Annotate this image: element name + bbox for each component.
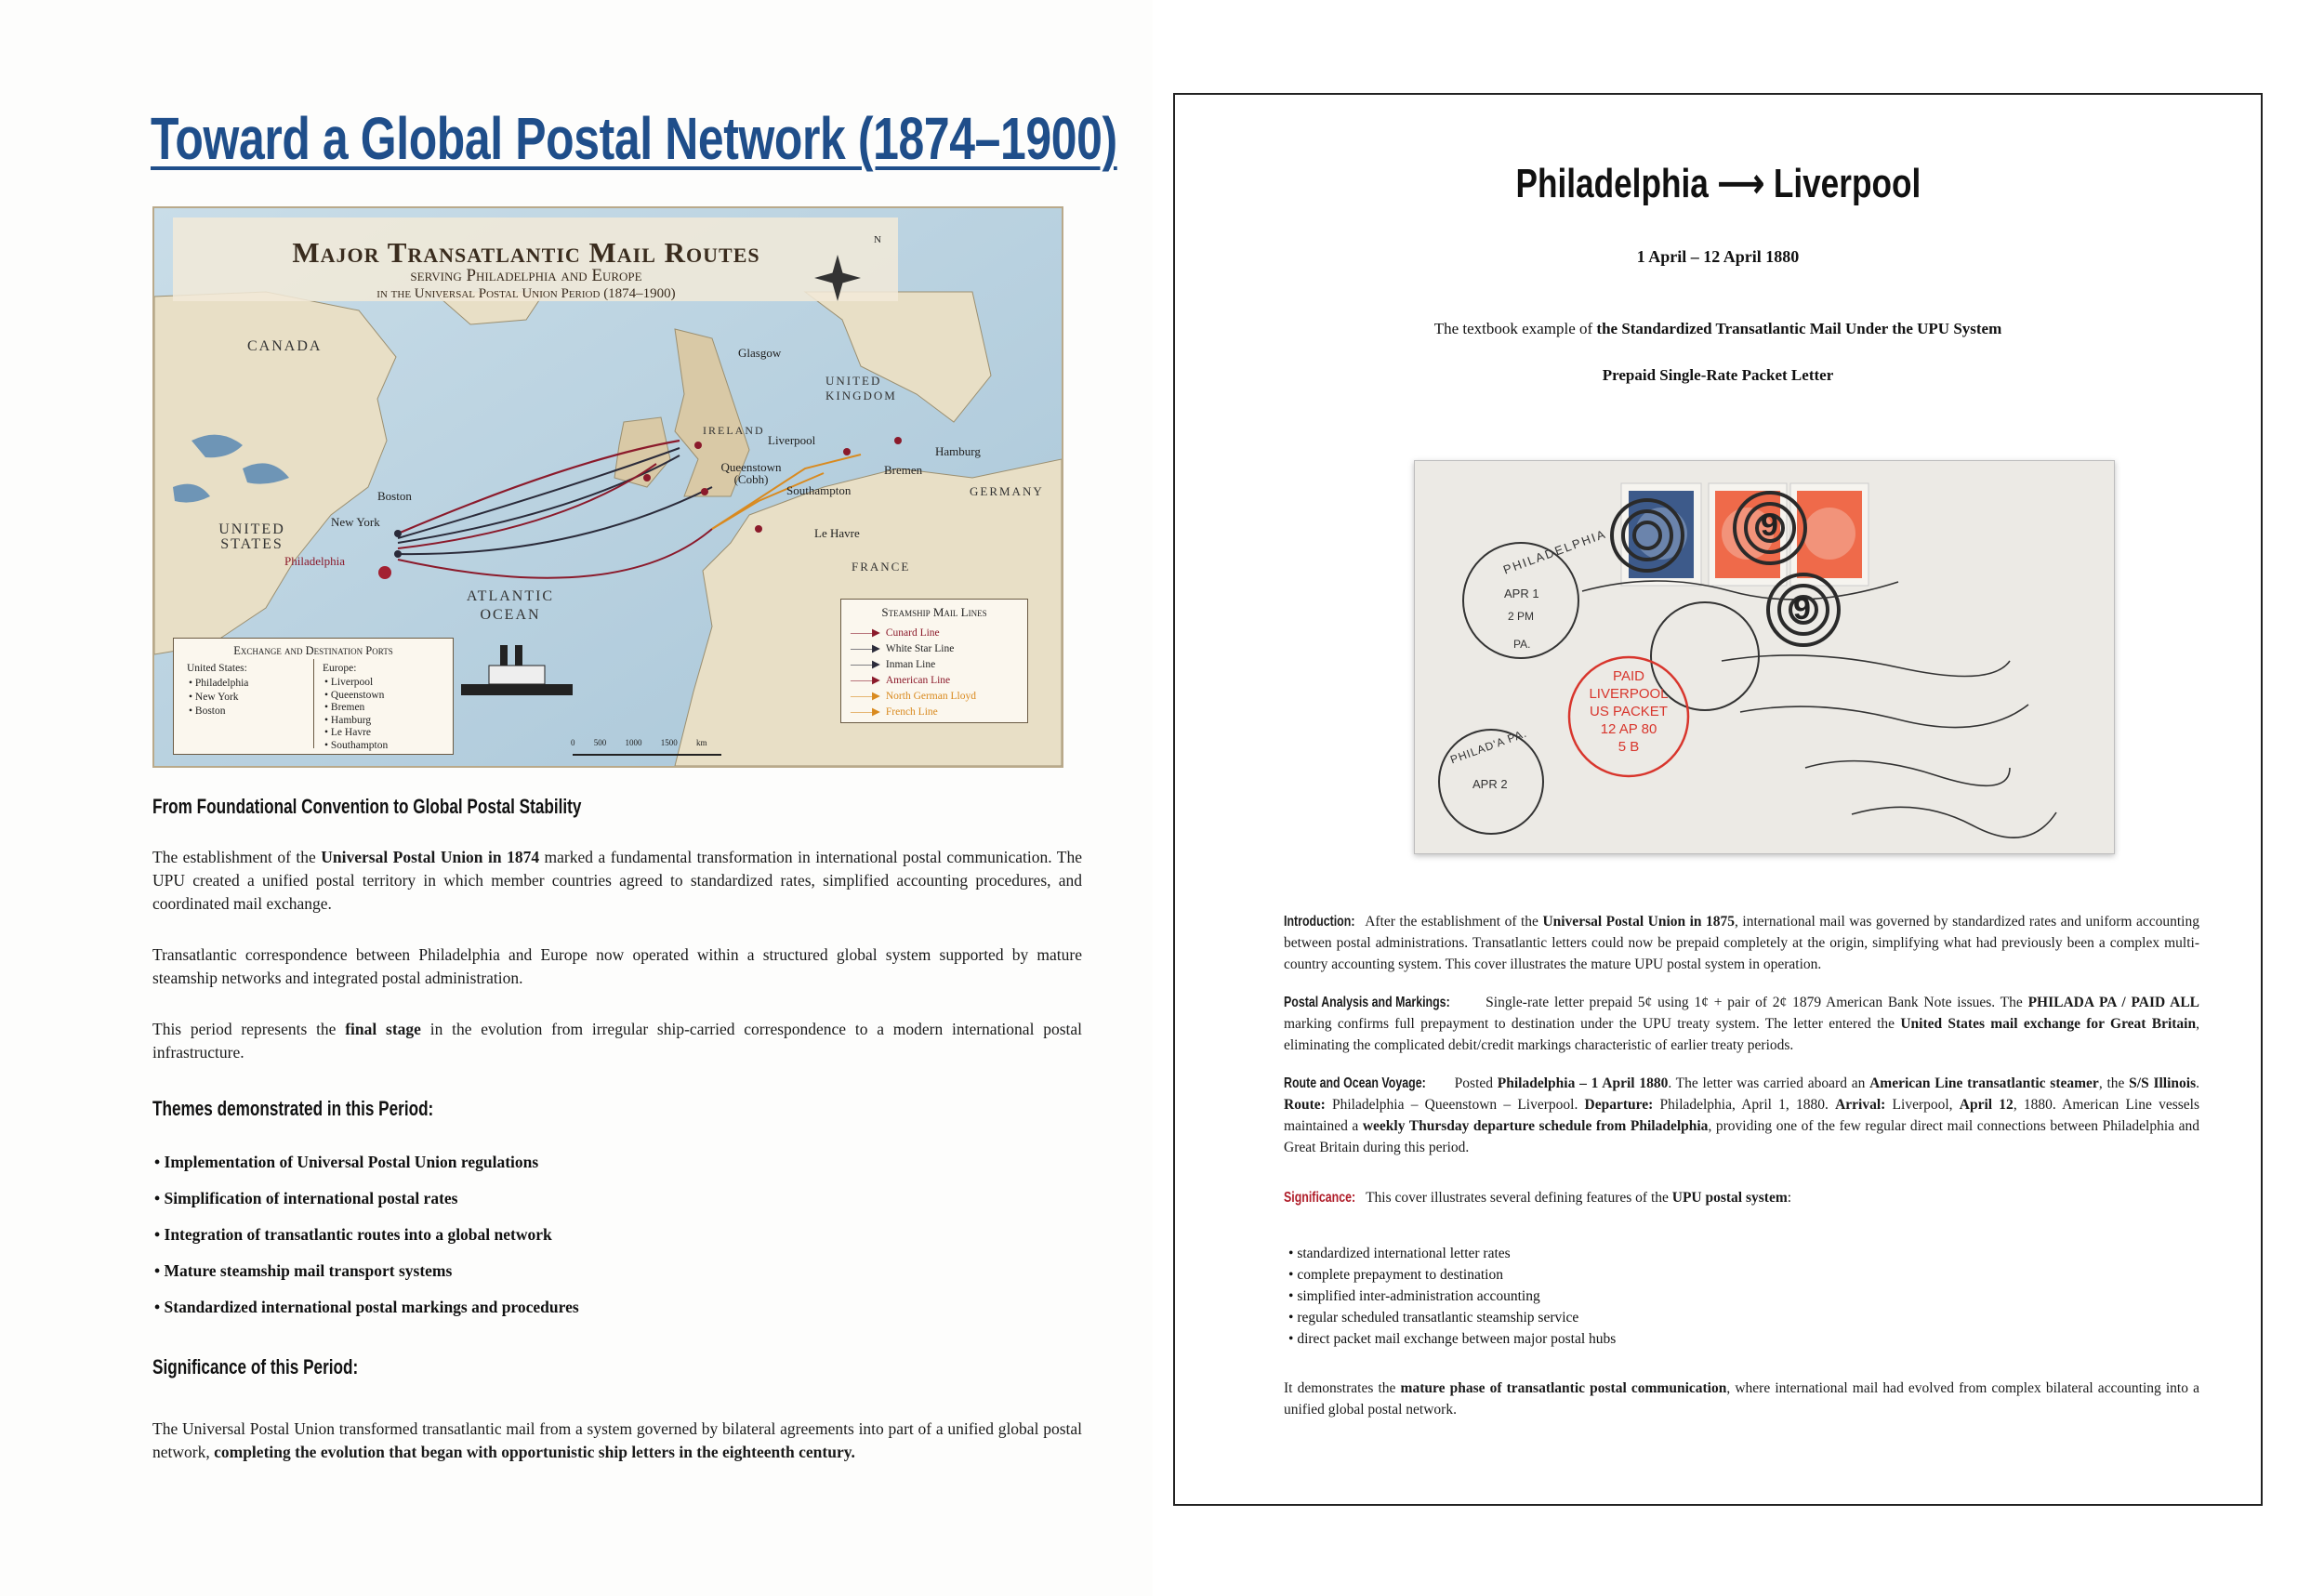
city-glasgow: Glasgow [738,346,782,360]
city-new-york: New York [331,515,380,529]
section-heading-themes: Themes demonstrated in this Period: [152,1097,434,1120]
left-page [0,0,1153,1596]
city-hamburg: Hamburg [935,444,981,458]
theme-item: • Implementation of Universal Postal Union regulations [154,1153,539,1171]
port-item: • Southampton [324,739,389,751]
line-name: Inman Line [885,659,936,670]
ports-eu-heading: Europe: [323,663,357,674]
steamship-line-item [851,673,976,689]
compass-north-label: N [874,234,881,245]
city-boston: Boston [377,489,412,503]
paragraph-transatlantic: Transatlantic correspondence between Philadelphia and Europe now operated within a structured global system supported by mature steamship networks and integrated postal administration. [152,945,1082,987]
city-southampton: Southampton [786,483,852,497]
port-item: • Le Havre [324,727,372,738]
line-name: Cunard Line [885,627,940,639]
cds-pa: PA. [1513,638,1531,651]
significance-item: • standardized international letter rates [1288,1246,1511,1261]
paragraph-postal-analysis: Postal Analysis and Markings: Single-rate letter prepaid 5¢ using 1¢ + pair of 2¢ 1879 American Bank Note issues. The PHILADA PA / PAID ALL marking confirms full prepayment to destination under the UPU treaty system. The letter entered the United States mail exchange for Great Britain, eliminating the complicated debit/credit markings characteristic of earlier treaty periods. [1284,995,2199,1053]
line-name: American Line [885,675,951,686]
theme-item: • Standardized international postal markings and procedures [154,1298,579,1316]
city-le-havre: Le Havre [814,526,860,540]
receiving-mark-date: APR 2 [1472,777,1508,791]
cover-image [1414,460,2115,854]
page-title: Toward a Global Postal Network (1874–1900) [151,105,1117,172]
cds-time: 2 PM [1508,610,1535,623]
city-queenstown: Queenstown (Cobh) [720,460,782,486]
city-bremen: Bremen [884,463,923,477]
killer-numeral: 9 [1793,591,1811,627]
paragraph-route: Route and Ocean Voyage: Posted Philadelphia – 1 April 1880. The letter was carried aboard an American Line transatlantic steamer, the S/S Illinois. Route: Philadelphia – Queenstown – Liverpool. Departure: Philadelphia, April 1, 1880. Arrival: Liverpool, April 12, 1880. American Line vessels maintained a weekly Thursday departure schedule from Philadelphia, providing one of the few regular direct mail connections between Philadelphia and Great Britain during this period. [1284,1075,2199,1155]
label-france: FRANCE [852,560,911,574]
cover-dates: 1 April – 12 April 1880 [1636,247,1800,266]
cds-date: APR 1 [1504,587,1539,600]
city-philadelphia: Philadelphia [284,554,345,568]
city-liverpool: Liverpool [768,433,816,447]
cover-subtitle-2: Prepaid Single-Rate Packet Letter [1602,366,1834,384]
line-name: French Line [885,706,938,718]
line-name: North German Lloyd [885,691,976,702]
theme-item: • Mature steamship mail transport systems [154,1261,453,1280]
significance-item: • simplified inter-administration accounting [1288,1288,1540,1304]
port-item: • Liverpool [324,677,374,688]
map-title-line3: in the Universal Postal Union Period (1874–1900) [376,286,676,301]
receiving-mark-text: PHILAD'A PA. [1448,726,1529,767]
line-arrow-icon: ——▶ [851,659,880,670]
steamship-line-item [851,689,976,705]
steamship-line-item [851,626,976,641]
line-arrow-icon: ——▶ [851,627,880,639]
section-heading-significance: Significance of this Period: [152,1355,359,1378]
map-title-line2: serving Philadelphia and Europe [410,266,642,285]
lines-list [851,626,976,720]
transatlantic-routes-map [152,206,1063,768]
section-heading-foundational: From Foundational Convention to Global Postal Stability [152,795,582,818]
ports-eu-list [324,677,388,752]
port-item: • Philadelphia [189,678,249,689]
cover-title: Philadelphia ⟶ Liverpool [1515,161,1921,206]
paragraph-upu: The establishment of the Universal Postal Union in 1874 marked a fundamental transformation in international postal communication. The UPU created a unified postal territory in which member countries agreed to standardized rates, simplified accounting procedures, and coordinated mail exchange. [152,848,1082,913]
label-ireland: IRELAND [703,424,765,437]
significance-item: • complete prepayment to destination [1288,1267,1503,1283]
port-item: • Hamburg [324,714,372,726]
line-arrow-icon: ——▶ [851,675,880,686]
port-item: • New York [189,692,239,703]
line-name: White Star Line [885,643,955,654]
ports-legend [173,638,454,755]
label-united-states: UNITED STATES [218,521,285,552]
lines-legend-heading: Steamship Mail Lines [881,605,987,619]
port-item: • Boston [189,706,226,717]
label-germany: GERMANY [970,484,1044,498]
steamship-line-item [851,657,976,673]
steamship-line-item [851,641,976,657]
cover-subtitle: The textbook example of the Standardized Transatlantic Mail Under the UPU System [1433,320,2002,337]
killer-numeral: 9 [1761,508,1778,543]
paragraph-introduction: Introduction: After the establishment of the Universal Postal Union in 1875, international mail was governed by standardized rates and uniform accounting between postal administrations. Transatlantic letters could now be prepaid completely at the origin, simplifying what had previously been a complex multi-country accounting system. This cover illustrates the mature UPU postal system in operation. [1284,914,2199,972]
ports-us-list [189,677,248,719]
theme-item: • Integration of transatlantic routes into a global network [154,1225,552,1244]
port-item: • Bremen [324,702,365,713]
paragraph-significance: The Universal Postal Union transformed transatlantic mail from a system governed by bilateral agreements into part of a unified global postal network, completing the evolution that began with opportunistic ship letters in the eighteenth century. [152,1419,1082,1461]
paragraph-significance: Significance: This cover illustrates several defining features of the UPU postal system: [1284,1190,1792,1206]
steamship-lines-legend [840,599,1028,723]
paid-liverpool-marking: PAID LIVERPOOL US PACKET 12 AP 80 5 B [1589,668,1669,755]
map-title-line1: Major Transatlantic Mail Routes [292,236,760,269]
paragraph-final-stage: This period represents the final stage in the evolution from irregular ship-carried correspondence to a modern international postal infrastructure. [152,1020,1082,1062]
label-canada: CANADA [247,338,323,354]
ports-legend-heading: Exchange and Destination Ports [233,644,393,657]
ports-legend-divider [313,659,314,748]
theme-item: • Simplification of international postal rates [154,1189,458,1207]
significance-item: • direct packet mail exchange between major postal hubs [1288,1331,1617,1347]
ports-us-heading: United States: [187,663,247,674]
label-united-kingdom: UNITED KINGDOM [825,374,897,402]
line-arrow-icon: ——▶ [851,643,880,654]
label-atlantic-ocean: ATLANTIC OCEAN [466,588,555,623]
port-item: • Queenstown [324,689,385,701]
paragraph-conclusion: It demonstrates the mature phase of transatlantic postal communication, where international mail had evolved from complex bilateral accounting into a unified global postal network. [1284,1380,2199,1418]
significance-item: • regular scheduled transatlantic steamship service [1288,1310,1579,1326]
line-arrow-icon: ——▶ [851,706,880,718]
steamship-line-item [851,705,976,720]
line-arrow-icon: ——▶ [851,691,880,702]
right-page [1173,93,2263,1506]
cds-philadelphia-text: PHILADELPHIA [1500,526,1609,577]
scale-bar-labels: 0 500 1000 1500 km [571,738,707,747]
